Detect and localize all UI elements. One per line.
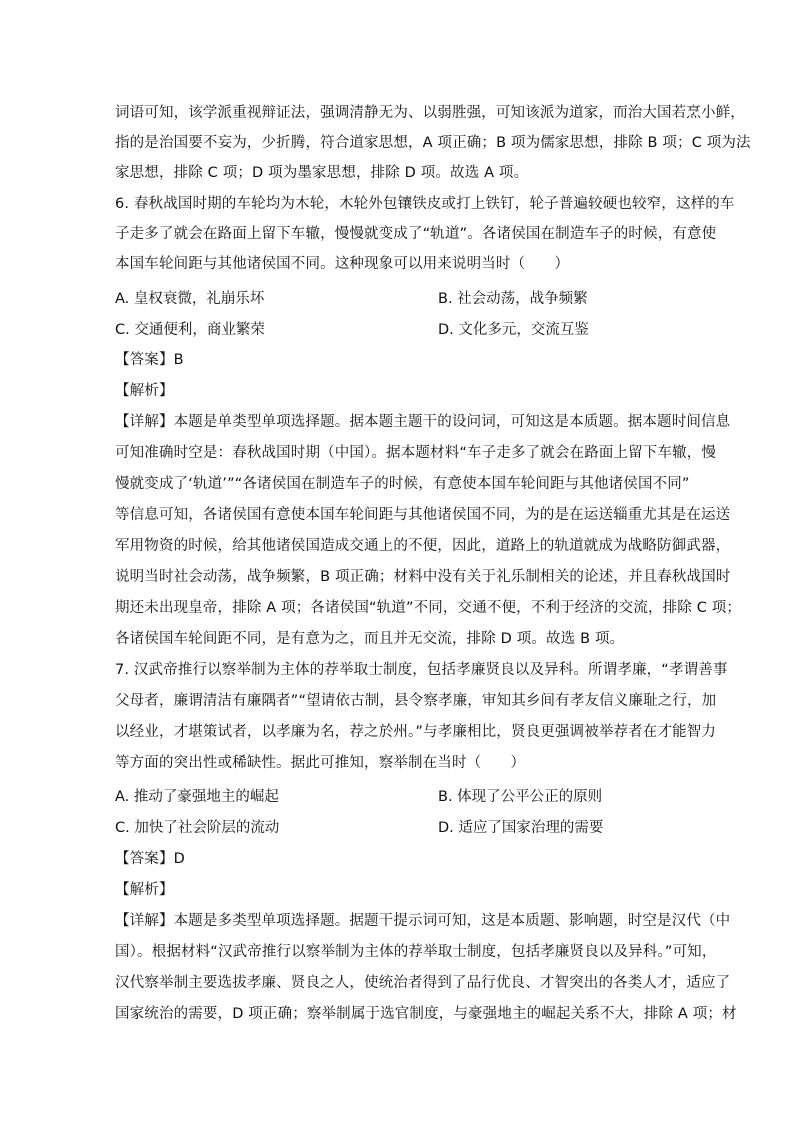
question-6-option-b: B. 社会动荡，战争频繁	[438, 291, 588, 307]
question-7-answer: 【答案】D	[115, 851, 185, 867]
question-7-analysis-label: 【解析】	[115, 882, 174, 898]
question-6-option-c: C. 交通便利，商业繁荣	[115, 322, 265, 338]
question-6-detail-line: 【详解】本题是单类型单项选择题。据本题主题干的设问词，可知这是本质题。据本题时间信息	[115, 414, 731, 430]
question-6-option-d: D. 文化多元，交流互鉴	[438, 322, 589, 338]
question-6-detail-line: 说明当时社会动荡，战争频繁，B 项正确；材料中没有关于礼乐制相关的论述，并且春秋战国时	[115, 569, 731, 585]
question-6-detail-line: 慢就变成了‘轨道’”“各诸侯国在制造车子的时候，有意使本国车轮间距与其他诸侯国不同”	[115, 476, 690, 492]
question-6-stem-line: 子走多了就会在路面上留下车辙，慢慢就变成了“轨道”。各诸侯国在制造车子的时候，有意使	[115, 226, 717, 242]
question-6-answer: 【答案】B	[115, 352, 184, 368]
question-7-stem-line: 以经业，才堪策试者，以孝廉为名，荐之於州。”与孝廉相比，贤良更强调被举荐者在才能智力	[115, 724, 717, 740]
question-7-detail-line: 国家统治的需要，D 项正确；察举制属于选官制度，与豪强地主的崛起关系不大，排除 A 项；材	[115, 1006, 737, 1022]
question-7-option-b: B. 体现了公平公正的原则	[438, 789, 603, 805]
question-6-stem-line: 本国车轮间距与其他诸侯国不同。这种现象可以用来说明当时（ ）	[115, 256, 570, 272]
question-6-detail-line: 期还未出现皇帝，排除 A 项；各诸侯国“轨道”不同，交通不便，不利于经济的交流，排除 C 项；	[115, 600, 742, 616]
question-6-detail-line: 等信息可知，各诸侯国有意使本国车轮间距与其他诸侯国不同，为的是在运送辎重尤其是在运送	[115, 507, 731, 523]
question-7-stem-line: 等方面的突出性或稀缺性。据此可推知，察举制在当时（ ）	[115, 755, 526, 771]
question-6-analysis-label: 【解析】	[115, 383, 174, 399]
question-7-detail-line: 国）。根据材料“汉武帝推行以察举制为主体的荐举取士制度，包括孝廉贤良以及异科。”可知，	[115, 944, 717, 960]
question-7-stem-line: 7. 汉武帝推行以察举制为主体的荐举取士制度，包括孝廉贤良以及异科。所谓孝廉，“孝谓善事	[115, 662, 728, 678]
question-7-option-a: A. 推动了豪强地主的崛起	[115, 789, 279, 805]
question-6-detail-line: 可知准确时空是：春秋战国时期（中国）。据本题材料“车子走多了就会在路面上留下车辙，慢	[115, 445, 717, 461]
question-6-detail-line: 各诸侯国车轮间距不同，是有意为之，而且并无交流，排除 D 项。故选 B 项。	[115, 631, 625, 647]
question-6-option-a: A. 皇权衰微，礼崩乐坏	[115, 291, 265, 307]
question-6-detail-line: 军用物资的时候，给其他诸侯国造成交通上的不便，因此，道路上的轨道就成为战略防御武器，	[115, 538, 731, 554]
question-7-detail-line: 【详解】本题是多类型单项选择题。据题干提示词可知，这是本质题、影响题，时空是汉代（中	[115, 913, 731, 929]
question-6-stem-line: 6. 春秋战国时期的车轮均为木轮，木轮外包镶铁皮或打上铁钉，轮子普遍较硬也较窄，这样的车	[115, 196, 735, 212]
question-7-option-c: C. 加快了社会阶层的流动	[115, 820, 280, 836]
question-7-detail-line: 汉代察举制主要选拔孝廉、贤良之人，使统治者得到了品行优良、才智突出的各类人才，适应了	[115, 975, 731, 991]
text-line: 词语可知，该学派重视辩证法，强调清静无为、以弱胜强，可知该派为道家，而治大国若烹小鲜，	[115, 105, 745, 121]
question-7-option-d: D. 适应了国家治理的需要	[438, 820, 604, 836]
question-7-stem-line: 父母者，廉谓清洁有廉隅者”“望请依古制，县令察孝廉，审知其乡间有孝友信义廉耻之行，加	[115, 693, 717, 709]
text-line: 家思想，排除 C 项；D 项为墨家思想，排除 D 项。故选 A 项。	[115, 165, 529, 181]
text-line: 指的是治国要不妄为，少折腾，符合道家思想，A 项正确；B 项为儒家思想，排除 B 项；C 项为法	[115, 135, 751, 151]
